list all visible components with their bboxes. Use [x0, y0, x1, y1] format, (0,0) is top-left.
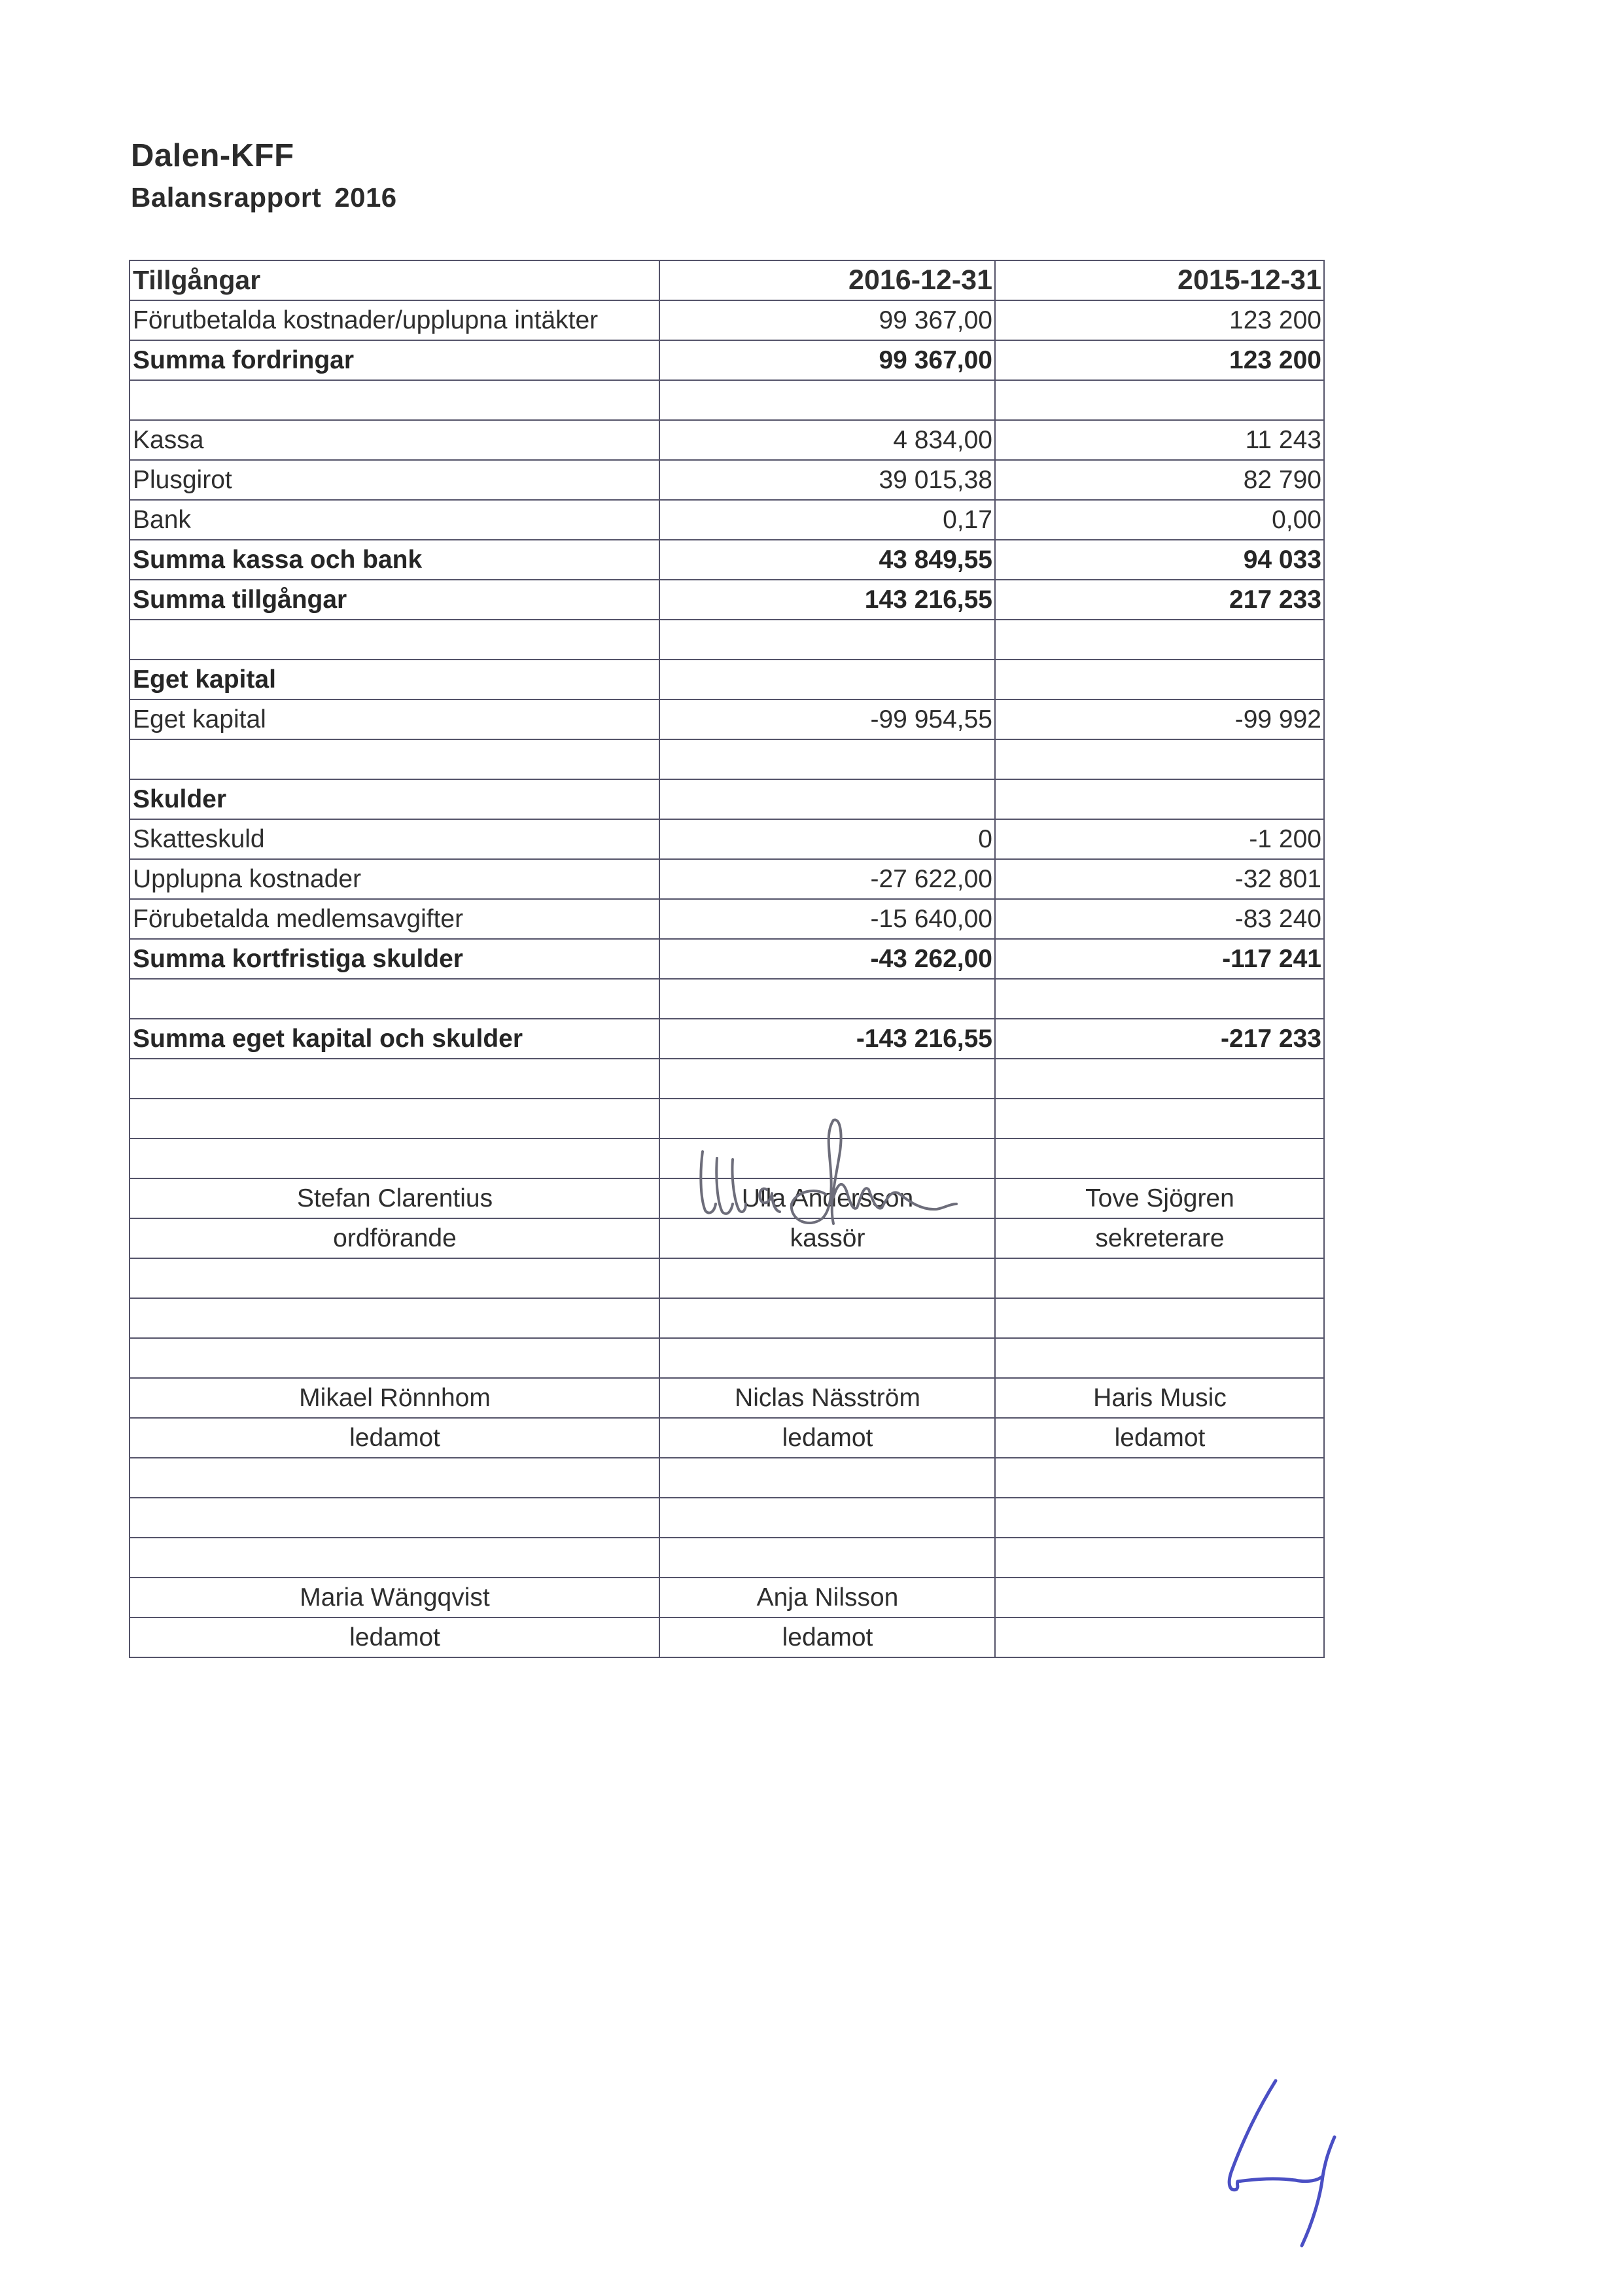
row-label: Förubetalda medlemsavgifter — [130, 899, 659, 939]
value-2015 — [995, 739, 1324, 779]
report-title-text: Balansrapport — [131, 182, 322, 213]
section-header-equity — [130, 660, 1324, 699]
signatory-role: ledamot — [995, 1418, 1324, 1458]
handwritten-initials-icon — [1204, 2074, 1361, 2264]
value-2015: 94 033 — [995, 540, 1324, 580]
report-title — [131, 182, 397, 213]
report-year: 2016 — [334, 182, 397, 213]
value-2015 — [995, 620, 1324, 660]
signatory-name-row — [130, 1578, 1324, 1617]
blank-cell — [659, 1338, 995, 1378]
signatory-name-row — [130, 1378, 1324, 1418]
value-2016: 0,17 — [659, 500, 995, 540]
blank-cell — [130, 1139, 659, 1178]
row-label: Upplupna kostnader — [130, 859, 659, 899]
table-row-subtotal — [130, 939, 1324, 979]
row-label — [130, 739, 659, 779]
blank-cell — [995, 1538, 1324, 1578]
value-2016: -143 216,55 — [659, 1019, 995, 1059]
blank-cell — [130, 1338, 659, 1378]
blank-cell — [995, 1458, 1324, 1498]
table-row — [130, 819, 1324, 859]
row-label: Summa eget kapital och skulder — [130, 1019, 659, 1059]
value-2015: -32 801 — [995, 859, 1324, 899]
row-label: Eget kapital — [130, 660, 659, 699]
value-2015: -99 992 — [995, 699, 1324, 739]
value-2015: 123 200 — [995, 340, 1324, 380]
row-label — [130, 979, 659, 1019]
organization-name: Dalen-KFF — [131, 138, 294, 173]
blank-cell — [995, 1059, 1324, 1099]
blank-cell — [995, 1099, 1324, 1139]
table-row-subtotal — [130, 540, 1324, 580]
signatory-role: sekreterare — [995, 1218, 1324, 1258]
signatory-name: Stefan Clarentius — [130, 1178, 659, 1218]
value-2015: 217 233 — [995, 580, 1324, 620]
blank-cell — [130, 1458, 659, 1498]
signatory-role — [995, 1617, 1324, 1657]
signatory-role: ledamot — [659, 1617, 995, 1657]
blank-cell — [659, 1258, 995, 1298]
table-row-empty — [130, 380, 1324, 420]
row-label: Plusgirot — [130, 460, 659, 500]
value-2016: 99 367,00 — [659, 300, 995, 340]
row-label: Summa tillgångar — [130, 580, 659, 620]
signatory-name: Maria Wängqvist — [130, 1578, 659, 1617]
blank-cell — [995, 1258, 1324, 1298]
value-2016: -99 954,55 — [659, 699, 995, 739]
handwritten-signature-ulla-icon — [662, 1112, 1002, 1230]
signatory-name — [995, 1578, 1324, 1617]
row-label: Bank — [130, 500, 659, 540]
signatory-name: Haris Music — [995, 1378, 1324, 1418]
blank-cell — [130, 1059, 659, 1099]
signatory-role: ordförande — [130, 1218, 659, 1258]
table-row — [130, 899, 1324, 939]
value-2016: 4 834,00 — [659, 420, 995, 460]
table-row-total — [130, 580, 1324, 620]
signature-blank-row — [130, 1338, 1324, 1378]
signatory-name: Niclas Näsström — [659, 1378, 995, 1418]
blank-cell — [659, 1298, 995, 1338]
blank-cell — [130, 1258, 659, 1298]
row-label: Förutbetalda kostnader/upplupna intäkter — [130, 300, 659, 340]
blank-cell — [130, 1538, 659, 1578]
value-2016: 43 849,55 — [659, 540, 995, 580]
value-2015: 0,00 — [995, 500, 1324, 540]
blank-cell — [659, 1538, 995, 1578]
row-label: Summa fordringar — [130, 340, 659, 380]
table-row — [130, 300, 1324, 340]
value-2016: 0 — [659, 819, 995, 859]
signature-blank-row — [130, 1298, 1324, 1338]
signatory-role-row — [130, 1617, 1324, 1657]
blank-cell — [659, 1498, 995, 1538]
table-header-row — [130, 260, 1324, 300]
value-2015 — [995, 660, 1324, 699]
blank-cell — [659, 1458, 995, 1498]
blank-cell — [659, 1059, 995, 1099]
blank-cell — [130, 1099, 659, 1139]
value-2016: -43 262,00 — [659, 939, 995, 979]
column-header-assets: Tillgångar — [130, 260, 659, 300]
table-row-empty — [130, 979, 1324, 1019]
signature-blank-row — [130, 1538, 1324, 1578]
table-row — [130, 420, 1324, 460]
value-2016: -15 640,00 — [659, 899, 995, 939]
blank-cell — [995, 1498, 1324, 1538]
table-row — [130, 699, 1324, 739]
signatory-role-row — [130, 1418, 1324, 1458]
column-header-2015: 2015-12-31 — [995, 260, 1324, 300]
value-2015 — [995, 779, 1324, 819]
signatory-name: Ulla Andersson — [659, 1178, 995, 1218]
table-row — [130, 859, 1324, 899]
value-2015: -83 240 — [995, 899, 1324, 939]
row-label — [130, 620, 659, 660]
signature-blank-row — [130, 1059, 1324, 1099]
signatory-role: ledamot — [130, 1617, 659, 1657]
value-2016 — [659, 739, 995, 779]
blank-cell — [995, 1298, 1324, 1338]
value-2016 — [659, 779, 995, 819]
value-2015 — [995, 380, 1324, 420]
row-label: Summa kassa och bank — [130, 540, 659, 580]
value-2016: 99 367,00 — [659, 340, 995, 380]
value-2016: 143 216,55 — [659, 580, 995, 620]
signatory-name: Anja Nilsson — [659, 1578, 995, 1617]
value-2015: -1 200 — [995, 819, 1324, 859]
value-2015: 123 200 — [995, 300, 1324, 340]
signature-blank-row — [130, 1258, 1324, 1298]
blank-cell — [130, 1298, 659, 1338]
table-row — [130, 500, 1324, 540]
column-header-2016: 2016-12-31 — [659, 260, 995, 300]
row-label: Eget kapital — [130, 699, 659, 739]
balance-sheet-table — [129, 260, 1325, 1658]
table-row — [130, 460, 1324, 500]
value-2016: -27 622,00 — [659, 859, 995, 899]
signature-blank-row — [130, 1498, 1324, 1538]
value-2016 — [659, 660, 995, 699]
signatory-role: ledamot — [659, 1418, 995, 1458]
row-label: Skatteskuld — [130, 819, 659, 859]
blank-cell — [995, 1139, 1324, 1178]
signatory-role: ledamot — [130, 1418, 659, 1458]
table-row-subtotal — [130, 340, 1324, 380]
signatory-role: kassör — [659, 1218, 995, 1258]
value-2015: 11 243 — [995, 420, 1324, 460]
value-2015: -117 241 — [995, 939, 1324, 979]
value-2016 — [659, 380, 995, 420]
table-row-empty — [130, 620, 1324, 660]
value-2015: 82 790 — [995, 460, 1324, 500]
row-label: Skulder — [130, 779, 659, 819]
value-2015: -217 233 — [995, 1019, 1324, 1059]
section-header-liabilities — [130, 779, 1324, 819]
value-2015 — [995, 979, 1324, 1019]
row-label: Summa kortfristiga skulder — [130, 939, 659, 979]
signatory-name: Mikael Rönnhom — [130, 1378, 659, 1418]
row-label: Kassa — [130, 420, 659, 460]
table-row-total — [130, 1019, 1324, 1059]
table-row-empty — [130, 739, 1324, 779]
value-2016 — [659, 979, 995, 1019]
signatory-name: Tove Sjögren — [995, 1178, 1324, 1218]
row-label — [130, 380, 659, 420]
value-2016 — [659, 620, 995, 660]
blank-cell — [995, 1338, 1324, 1378]
value-2016: 39 015,38 — [659, 460, 995, 500]
signature-blank-row — [130, 1458, 1324, 1498]
blank-cell — [130, 1498, 659, 1538]
